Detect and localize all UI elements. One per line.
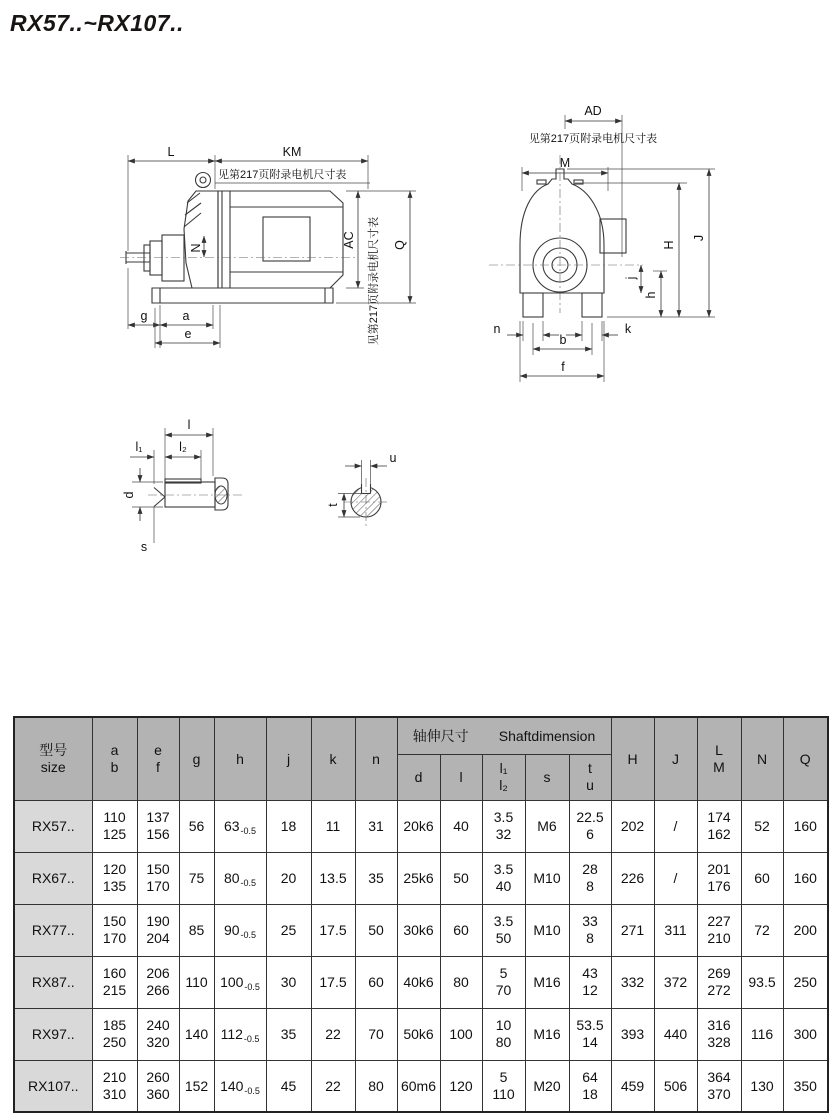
cell-l: 80 (440, 956, 482, 1008)
cell-ab: 150 170 (92, 904, 137, 956)
cell-N: 116 (741, 1008, 783, 1060)
cell-LM: 174 162 (697, 800, 741, 852)
dim-label-a: a (182, 309, 190, 323)
dim-label-d: d (122, 491, 136, 499)
cell-h: $140_{-0.5}$ (214, 1060, 266, 1112)
cell-model: RX87.. (14, 956, 92, 1008)
side-view-drawing (100, 133, 470, 403)
cell-d: 30k6 (397, 904, 440, 956)
cell-Q: 350 (783, 1060, 828, 1112)
col-header-d: d (397, 754, 440, 800)
cell-J: / (654, 852, 697, 904)
cell-LM: 269 272 (697, 956, 741, 1008)
dim-label-J: J (692, 234, 706, 242)
cell-s: M6 (525, 800, 569, 852)
col-header-k: k (311, 717, 355, 800)
col-group-shaft-dimension: 轴伸尺寸 Shaftdimension (397, 717, 611, 754)
cell-l12: 3.5 40 (482, 852, 525, 904)
cell-h: $112_{-0.5}$ (214, 1008, 266, 1060)
cell-H: 332 (611, 956, 654, 1008)
cell-tu: 22.5 6 (569, 800, 611, 852)
cell-J: 311 (654, 904, 697, 956)
dim-label-g: g (140, 309, 148, 323)
table-row (14, 1008, 828, 1060)
cell-d: 20k6 (397, 800, 440, 852)
front-view-drawing (465, 95, 780, 395)
cell-g: 152 (179, 1060, 214, 1112)
cell-l: 40 (440, 800, 482, 852)
cell-g: 140 (179, 1008, 214, 1060)
table-row (14, 956, 828, 1008)
gearmotor-side-outline (120, 173, 358, 304)
dim-label-k: k (624, 322, 632, 336)
dim-label-f: f (561, 360, 565, 374)
cell-N: 130 (741, 1060, 783, 1112)
cell-s: M10 (525, 852, 569, 904)
col-header-j: j (266, 717, 311, 800)
table-row (14, 852, 828, 904)
cell-ef: 190 204 (137, 904, 179, 956)
cell-n: 60 (355, 956, 397, 1008)
cell-N: 93.5 (741, 956, 783, 1008)
cell-model: RX97.. (14, 1008, 92, 1060)
dim-label-e: e (184, 327, 192, 341)
cell-j: 18 (266, 800, 311, 852)
cell-l12: 3.5 50 (482, 904, 525, 956)
cell-H: 271 (611, 904, 654, 956)
cell-H: 459 (611, 1060, 654, 1112)
cell-J: 372 (654, 956, 697, 1008)
col-header-J: J (654, 717, 697, 800)
shaft-detail-dimensions (130, 418, 213, 484)
cell-k: 17.5 (311, 956, 355, 1008)
cell-k: 11 (311, 800, 355, 852)
cell-Q: 250 (783, 956, 828, 1008)
table-row (14, 1060, 828, 1112)
table-row (14, 800, 828, 852)
col-header-l1l2: l₁ l₂ (482, 754, 525, 800)
cell-N: 60 (741, 852, 783, 904)
cell-LM: 316 328 (697, 1008, 741, 1060)
side-view-dimensions-bottom (128, 268, 220, 348)
cell-h: $80_{-0.5}$ (214, 852, 266, 904)
cell-tu: 43 12 (569, 956, 611, 1008)
motor-note-vertical: 见第217页附录电机尺寸表 (368, 216, 380, 346)
cell-s: M10 (525, 904, 569, 956)
cell-H: 393 (611, 1008, 654, 1060)
cell-LM: 364 370 (697, 1060, 741, 1112)
page-title: RX57..~RX107.. (10, 10, 184, 36)
cell-ef: 137 156 (137, 800, 179, 852)
cell-model: RX77.. (14, 904, 92, 956)
cell-k: 22 (311, 1060, 355, 1112)
cell-j: 25 (266, 904, 311, 956)
shaft-section-outline (344, 478, 388, 526)
motor-note-front: 见第217页附录电机尺寸表 (528, 133, 658, 145)
cell-n: 50 (355, 904, 397, 956)
cell-H: 202 (611, 800, 654, 852)
cell-g: 75 (179, 852, 214, 904)
shaft-detail-dimensions-left (122, 468, 163, 554)
cell-ab: 210 310 (92, 1060, 137, 1112)
cell-Q: 160 (783, 852, 828, 904)
col-header-tu: t u (569, 754, 611, 800)
col-header-Q: Q (783, 717, 828, 800)
cell-d: 25k6 (397, 852, 440, 904)
shaft-section-drawing (326, 440, 450, 550)
front-view-dimensions-bottom (494, 321, 632, 382)
cell-model: RX107.. (14, 1060, 92, 1112)
dim-label-u: u (389, 451, 397, 465)
cell-LM: 201 176 (697, 852, 741, 904)
table-row (14, 904, 828, 956)
col-header-h: h (214, 717, 266, 800)
cell-H: 226 (611, 852, 654, 904)
cell-n: 80 (355, 1060, 397, 1112)
cell-d: 60m6 (397, 1060, 440, 1112)
cell-LM: 227 210 (697, 904, 741, 956)
front-view-dimensions-right (567, 169, 715, 317)
cell-n: 31 (355, 800, 397, 852)
dim-label-M: M (559, 156, 571, 170)
cell-ef: 260 360 (137, 1060, 179, 1112)
cell-h: $100_{-0.5}$ (214, 956, 266, 1008)
col-header-LM: L M (697, 717, 741, 800)
dim-label-l1: l₁ (135, 440, 143, 454)
cell-ab: 110 125 (92, 800, 137, 852)
cell-tu: 53.5 14 (569, 1008, 611, 1060)
motor-note: 见第217页附录电机尺寸表 (218, 169, 347, 181)
cell-j: 30 (266, 956, 311, 1008)
cell-n: 35 (355, 852, 397, 904)
cell-d: 50k6 (397, 1008, 440, 1060)
cell-J: 506 (654, 1060, 697, 1112)
cell-tu: 64 18 (569, 1060, 611, 1112)
cell-ef: 206 266 (137, 956, 179, 1008)
shaft-outline (148, 478, 243, 510)
shaft-detail-drawing (108, 400, 353, 575)
dim-label-Q: Q (393, 240, 407, 250)
cell-k: 13.5 (311, 852, 355, 904)
col-header-s: s (525, 754, 569, 800)
cell-h: $63_{-0.5}$ (214, 800, 266, 852)
cell-k: 22 (311, 1008, 355, 1060)
cell-l12: 5 110 (482, 1060, 525, 1112)
cell-j: 35 (266, 1008, 311, 1060)
col-header-size: 型号 size (14, 717, 92, 800)
cell-l: 60 (440, 904, 482, 956)
cell-N: 72 (741, 904, 783, 956)
cell-ef: 240 320 (137, 1008, 179, 1060)
cell-model: RX57.. (14, 800, 92, 852)
col-header-H: H (611, 717, 654, 800)
cell-J: / (654, 800, 697, 852)
cell-l: 120 (440, 1060, 482, 1112)
cell-Q: 300 (783, 1008, 828, 1060)
side-view-dimensions-right (189, 191, 416, 345)
cell-l12: 3.5 32 (482, 800, 525, 852)
dim-label-h: h (644, 291, 658, 299)
dim-label-AC: AC (342, 231, 356, 249)
cell-ab: 185 250 (92, 1008, 137, 1060)
cell-ab: 160 215 (92, 956, 137, 1008)
cell-g: 110 (179, 956, 214, 1008)
dim-label-KM: KM (282, 145, 302, 159)
dimension-table (13, 716, 829, 1113)
dim-label-s: s (140, 540, 148, 554)
table-body (14, 800, 828, 1112)
cell-h: $90_{-0.5}$ (214, 904, 266, 956)
cell-g: 85 (179, 904, 214, 956)
dim-label-l: l (187, 418, 191, 432)
cell-s: M20 (525, 1060, 569, 1112)
dim-label-AD: AD (584, 104, 602, 118)
cell-g: 56 (179, 800, 214, 852)
cell-s: M16 (525, 1008, 569, 1060)
dim-label-N: N (189, 243, 203, 253)
dim-label-L: L (167, 145, 175, 159)
cell-Q: 160 (783, 800, 828, 852)
cell-l: 50 (440, 852, 482, 904)
cell-l12: 5 70 (482, 956, 525, 1008)
cell-ef: 150 170 (137, 852, 179, 904)
dim-label-H: H (662, 240, 676, 250)
cell-s: M16 (525, 956, 569, 1008)
col-header-g: g (179, 717, 214, 800)
gearmotor-front-outline (489, 155, 643, 317)
dim-label-t: t (326, 503, 340, 507)
cell-n: 70 (355, 1008, 397, 1060)
cell-k: 17.5 (311, 904, 355, 956)
dim-label-j: j (624, 276, 638, 280)
cell-j: 20 (266, 852, 311, 904)
cell-j: 45 (266, 1060, 311, 1112)
cell-Q: 200 (783, 904, 828, 956)
cell-tu: 28 8 (569, 852, 611, 904)
cell-tu: 33 8 (569, 904, 611, 956)
col-header-N: N (741, 717, 783, 800)
col-header-ef: e f (137, 717, 179, 800)
cell-model: RX67.. (14, 852, 92, 904)
dim-label-l2: l₂ (179, 440, 187, 454)
cell-l12: 10 80 (482, 1008, 525, 1060)
dim-label-b: b (559, 333, 567, 347)
cell-d: 40k6 (397, 956, 440, 1008)
cell-N: 52 (741, 800, 783, 852)
col-header-ab: a b (92, 717, 137, 800)
col-header-n: n (355, 717, 397, 800)
cell-ab: 120 135 (92, 852, 137, 904)
cell-J: 440 (654, 1008, 697, 1060)
cell-l: 100 (440, 1008, 482, 1060)
col-header-l: l (440, 754, 482, 800)
dim-label-n: n (493, 322, 501, 336)
